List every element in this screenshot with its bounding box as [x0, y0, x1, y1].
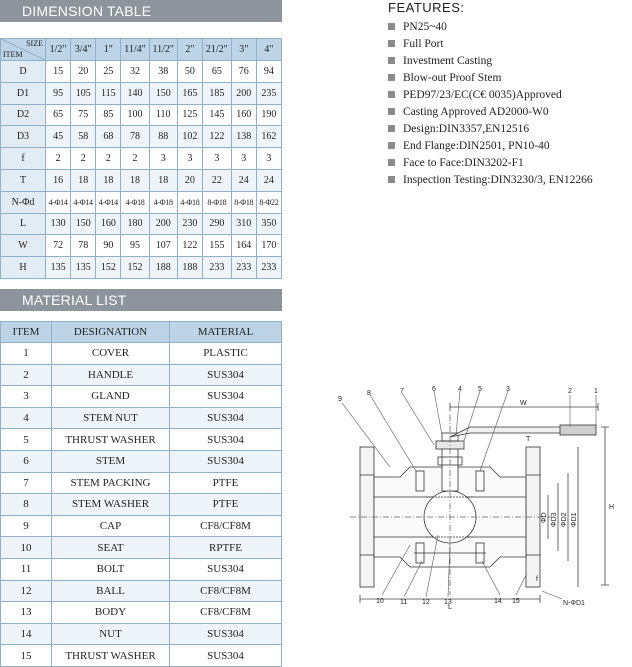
material-table-body: [1, 343, 282, 667]
dimension-cell: 290: [202, 213, 231, 235]
dimension-cell: 20: [71, 61, 96, 83]
dimension-row-label: D: [1, 61, 46, 83]
feature-text: Casting Approved AD2000-W0: [403, 106, 549, 118]
dimension-cell: 20: [177, 169, 202, 191]
dimension-cell: 138: [231, 126, 256, 148]
material-cell-designation: BODY: [52, 602, 170, 624]
material-cell-item: 10: [1, 537, 52, 559]
dimension-cell: 164: [231, 235, 256, 257]
dimension-cell: 190: [256, 104, 281, 126]
material-list-header: [0, 289, 282, 311]
dimension-corner-cell: [1, 39, 46, 61]
dimension-cell: 65: [46, 104, 71, 126]
dimension-table-header: [0, 0, 282, 22]
dimension-cell: 200: [149, 213, 177, 235]
size-header: 1/2": [46, 39, 71, 61]
dimension-row: [1, 191, 282, 213]
material-row: [1, 602, 282, 624]
dimension-table: [0, 38, 282, 279]
dimension-cell: 350: [256, 213, 281, 235]
dimension-cell: 22: [202, 169, 231, 191]
dimension-cell: 4-Φ18: [149, 191, 177, 213]
material-row: [1, 407, 282, 429]
feature-text: Full Port: [403, 38, 444, 50]
material-cell-item: 8: [1, 494, 52, 516]
feature-text: Face to Face:DIN3202-F1: [403, 157, 524, 169]
dimension-row: [1, 61, 282, 83]
material-cell-material: RPTFE: [170, 537, 282, 559]
material-cell-material: CF8/CF8M: [170, 515, 282, 537]
material-cell-designation: THRUST WASHER: [52, 645, 170, 667]
dimension-cell: 18: [71, 169, 96, 191]
square-bullet-icon: [388, 176, 395, 183]
dimension-cell: 102: [177, 126, 202, 148]
dimension-row: [1, 148, 282, 170]
material-cell-material: SUS304: [170, 558, 282, 580]
dimension-cell: 18: [96, 169, 121, 191]
dimension-cell: 165: [177, 82, 202, 104]
dim-label-d3: ΦD3: [551, 512, 558, 527]
material-list-title: MATERIAL LIST: [22, 292, 127, 308]
dimension-cell: 162: [256, 126, 281, 148]
material-cell-item: 6: [1, 450, 52, 472]
dimension-cell: 3: [202, 148, 231, 170]
dimension-cell: 76: [231, 61, 256, 83]
corner-size-label: SIZE: [26, 39, 43, 48]
material-cell-designation: CAP: [52, 515, 170, 537]
callout-label: 3: [506, 386, 510, 393]
dim-label-t: T: [526, 436, 531, 443]
dimension-cell: 125: [177, 104, 202, 126]
dimension-cell: 25: [96, 61, 121, 83]
dimension-cell: 4-Φ14: [71, 191, 96, 213]
dimension-cell: 110: [149, 104, 177, 126]
features-title: FEATURES:: [388, 0, 465, 15]
material-row: [1, 515, 282, 537]
square-bullet-icon: [388, 108, 395, 115]
material-cell-material: PTFE: [170, 472, 282, 494]
material-row: [1, 558, 282, 580]
dimension-cell: 90: [96, 235, 121, 257]
dimension-cell: 3: [231, 148, 256, 170]
callout-label: 13: [444, 599, 452, 606]
material-cell-designation: THRUST WASHER: [52, 429, 170, 451]
feature-item: [388, 53, 593, 70]
material-cell-designation: GLAND: [52, 386, 170, 408]
square-bullet-icon: [388, 91, 395, 98]
material-cell-item: 9: [1, 515, 52, 537]
dimension-cell: 188: [149, 257, 177, 279]
dimension-cell: 150: [149, 82, 177, 104]
dimension-cell: 72: [46, 235, 71, 257]
feature-item: [388, 155, 593, 172]
size-header: 4": [256, 39, 281, 61]
square-bullet-icon: [388, 159, 395, 166]
material-cell-item: 2: [1, 364, 52, 386]
dimension-cell: 310: [231, 213, 256, 235]
dimension-cell: 122: [202, 126, 231, 148]
material-cell-designation: BOLT: [52, 558, 170, 580]
feature-text: End Flange:DIN2501, PN10-40: [403, 140, 550, 152]
dimension-cell: 94: [256, 61, 281, 83]
material-table: [0, 321, 282, 667]
dimension-cell: 4-Φ14: [46, 191, 71, 213]
dimension-cell: 135: [71, 257, 96, 279]
dimension-cell: 122: [177, 235, 202, 257]
dimension-cell: 100: [121, 104, 149, 126]
dimension-cell: 230: [177, 213, 202, 235]
dimension-cell: 88: [149, 126, 177, 148]
material-cell-item: 13: [1, 602, 52, 624]
dimension-row: [1, 104, 282, 126]
dimension-row-label: D2: [1, 104, 46, 126]
material-row: [1, 623, 282, 645]
dimension-cell: 15: [46, 61, 71, 83]
feature-text: PN25~40: [403, 21, 447, 33]
feature-text: Design:DIN3357,EN12516: [403, 123, 530, 135]
material-cell-item: 4: [1, 407, 52, 429]
size-header: 2": [177, 39, 202, 61]
material-cell-designation: SEAT: [52, 537, 170, 559]
corner-item-label: ITEM: [3, 50, 23, 59]
material-col-designation: DESIGNATION: [52, 322, 170, 343]
material-cell-item: 3: [1, 386, 52, 408]
callout-label: 11: [400, 599, 408, 606]
dimension-cell: 180: [121, 213, 149, 235]
material-row: [1, 472, 282, 494]
dimension-cell: 95: [121, 235, 149, 257]
dimension-row: [1, 235, 282, 257]
size-header: 11/2": [149, 39, 177, 61]
material-cell-designation: COVER: [52, 343, 170, 365]
material-cell-designation: STEM PACKING: [52, 472, 170, 494]
material-row: [1, 580, 282, 602]
dimension-cell: 24: [231, 169, 256, 191]
feature-item: [388, 138, 593, 155]
dimension-cell: 8-Φ18: [231, 191, 256, 213]
dim-label-w: W: [520, 400, 527, 407]
size-header: 3": [231, 39, 256, 61]
feature-item: [388, 70, 593, 87]
dimension-cell: 3: [177, 148, 202, 170]
dim-label-nd: N-ΦD1: [563, 600, 585, 607]
callout-label: 1: [594, 388, 598, 395]
dimension-cell: 115: [96, 82, 121, 104]
callout-label: 7: [400, 388, 404, 395]
size-header: 11/4": [121, 39, 149, 61]
dimension-cell: 38: [149, 61, 177, 83]
dimension-cell: 18: [149, 169, 177, 191]
size-header: 21/2": [202, 39, 231, 61]
dimension-cell: 170: [256, 235, 281, 257]
callout-label: 9: [338, 396, 342, 403]
square-bullet-icon: [388, 40, 395, 47]
material-cell-designation: STEM: [52, 450, 170, 472]
material-cell-material: PLASTIC: [170, 343, 282, 365]
dimension-cell: 2: [46, 148, 71, 170]
dim-label-d2: ΦD2: [561, 512, 568, 527]
callout-label: 4: [458, 386, 462, 393]
dimension-cell: 95: [46, 82, 71, 104]
feature-item: [388, 36, 593, 53]
dimension-cell: 233: [256, 257, 281, 279]
dimension-cell: 105: [71, 82, 96, 104]
dimension-table-title: DIMENSION TABLE: [22, 3, 152, 19]
dimension-cell: 135: [46, 257, 71, 279]
material-cell-material: SUS304: [170, 645, 282, 667]
material-row: [1, 450, 282, 472]
dimension-row: [1, 82, 282, 104]
material-cell-material: CF8/CF8M: [170, 580, 282, 602]
dimension-cell: 107: [149, 235, 177, 257]
dimension-row: [1, 126, 282, 148]
callout-label: 5: [478, 386, 482, 393]
size-header: 3/4": [71, 39, 96, 61]
material-row: [1, 364, 282, 386]
material-cell-designation: STEM NUT: [52, 407, 170, 429]
size-header: 1": [96, 39, 121, 61]
square-bullet-icon: [388, 23, 395, 30]
dimension-cell: 150: [71, 213, 96, 235]
dimension-row-label: H: [1, 257, 46, 279]
dimension-cell: 152: [121, 257, 149, 279]
dimension-row-label: N-Φd: [1, 191, 46, 213]
dimension-row: [1, 213, 282, 235]
feature-item: [388, 19, 593, 36]
material-cell-material: PTFE: [170, 494, 282, 516]
material-cell-material: SUS304: [170, 429, 282, 451]
features-list: [388, 19, 593, 189]
dimension-cell: 188: [177, 257, 202, 279]
dimension-cell: 16: [46, 169, 71, 191]
dimension-row-label: T: [1, 169, 46, 191]
dim-label-h: H: [609, 504, 615, 511]
dimension-row: [1, 257, 282, 279]
material-cell-item: 14: [1, 623, 52, 645]
dimension-row-label: D1: [1, 82, 46, 104]
dimension-cell: 65: [202, 61, 231, 83]
callout-label: 2: [568, 388, 572, 395]
dim-label-l: L: [448, 604, 452, 610]
dimension-cell: 152: [96, 257, 121, 279]
valve-cross-section-drawing: [330, 385, 632, 610]
material-cell-item: 12: [1, 580, 52, 602]
callout-label: 14: [494, 598, 502, 605]
feature-text: Investment Casting: [403, 55, 493, 67]
material-cell-material: SUS304: [170, 450, 282, 472]
square-bullet-icon: [388, 125, 395, 132]
dimension-cell: 160: [231, 104, 256, 126]
dimension-cell: 85: [96, 104, 121, 126]
material-cell-item: 1: [1, 343, 52, 365]
dimension-row: [1, 169, 282, 191]
material-cell-material: SUS304: [170, 623, 282, 645]
square-bullet-icon: [388, 57, 395, 64]
material-row: [1, 645, 282, 667]
feature-item: [388, 121, 593, 138]
dimension-cell: 4-Φ14: [96, 191, 121, 213]
feature-text: Blow-out Proof Stem: [403, 72, 502, 84]
material-col-item: ITEM: [1, 322, 52, 343]
dimension-table-body: [1, 61, 282, 279]
dimension-cell: 4-Φ18: [177, 191, 202, 213]
dimension-cell: 24: [256, 169, 281, 191]
material-row: [1, 429, 282, 451]
feature-item: [388, 87, 593, 104]
dimension-cell: 78: [71, 235, 96, 257]
dimension-cell: 130: [46, 213, 71, 235]
dim-label-d: ΦD: [541, 512, 548, 523]
material-row: [1, 537, 282, 559]
material-cell-item: 15: [1, 645, 52, 667]
dimension-cell: 68: [96, 126, 121, 148]
dimension-cell: 2: [96, 148, 121, 170]
material-row: [1, 494, 282, 516]
dimension-cell: 145: [202, 104, 231, 126]
dimension-cell: 233: [202, 257, 231, 279]
dimension-cell: 75: [71, 104, 96, 126]
feature-item: [388, 172, 593, 189]
dimension-cell: 235: [256, 82, 281, 104]
features-block: [388, 0, 593, 189]
material-header-row: [1, 322, 282, 343]
feature-text: PED97/23/EC(C€ 0035)Approved: [403, 89, 562, 101]
material-cell-designation: HANDLE: [52, 364, 170, 386]
dimension-cell: 78: [121, 126, 149, 148]
feature-item: [388, 104, 593, 121]
dimension-cell: 8-Φ18: [202, 191, 231, 213]
material-cell-material: SUS304: [170, 407, 282, 429]
dimension-cell: 3: [256, 148, 281, 170]
material-cell-material: SUS304: [170, 386, 282, 408]
material-col-material: MATERIAL: [170, 322, 282, 343]
callout-label: 15: [512, 598, 520, 605]
dimension-cell: 58: [71, 126, 96, 148]
feature-text: Inspection Testing:DIN3230/3, EN12266: [403, 174, 593, 186]
dimension-cell: 50: [177, 61, 202, 83]
dimension-cell: 140: [121, 82, 149, 104]
dimension-cell: 3: [149, 148, 177, 170]
dimension-row-label: W: [1, 235, 46, 257]
callout-label: 12: [422, 599, 430, 606]
dimension-cell: 4-Φ18: [121, 191, 149, 213]
material-row: [1, 386, 282, 408]
material-cell-item: 7: [1, 472, 52, 494]
material-cell-designation: NUT: [52, 623, 170, 645]
material-cell-item: 11: [1, 558, 52, 580]
dimension-header-row: [1, 39, 282, 61]
dimension-cell: 200: [231, 82, 256, 104]
material-cell-material: CF8/CF8M: [170, 602, 282, 624]
square-bullet-icon: [388, 74, 395, 81]
dimension-cell: 233: [231, 257, 256, 279]
callout-label: 10: [376, 598, 384, 605]
dimension-row-label: L: [1, 213, 46, 235]
dimension-cell: 2: [121, 148, 149, 170]
dimension-cell: 160: [96, 213, 121, 235]
dim-label-d1: ΦD1: [571, 512, 578, 527]
material-row: [1, 343, 282, 365]
dimension-row-label: D3: [1, 126, 46, 148]
material-cell-item: 5: [1, 429, 52, 451]
dimension-cell: 8-Φ22: [256, 191, 281, 213]
dimension-cell: 2: [71, 148, 96, 170]
material-cell-designation: BALL: [52, 580, 170, 602]
dimension-cell: 32: [121, 61, 149, 83]
dim-label-f: f: [536, 576, 538, 583]
dimension-cell: 45: [46, 126, 71, 148]
callout-label: 6: [432, 386, 436, 393]
dimension-row-label: f: [1, 148, 46, 170]
dimension-cell: 155: [202, 235, 231, 257]
dimension-cell: 185: [202, 82, 231, 104]
callout-label: 8: [367, 390, 371, 397]
material-cell-material: SUS304: [170, 364, 282, 386]
dimension-cell: 18: [121, 169, 149, 191]
square-bullet-icon: [388, 142, 395, 149]
material-cell-designation: STEM WASHER: [52, 494, 170, 516]
